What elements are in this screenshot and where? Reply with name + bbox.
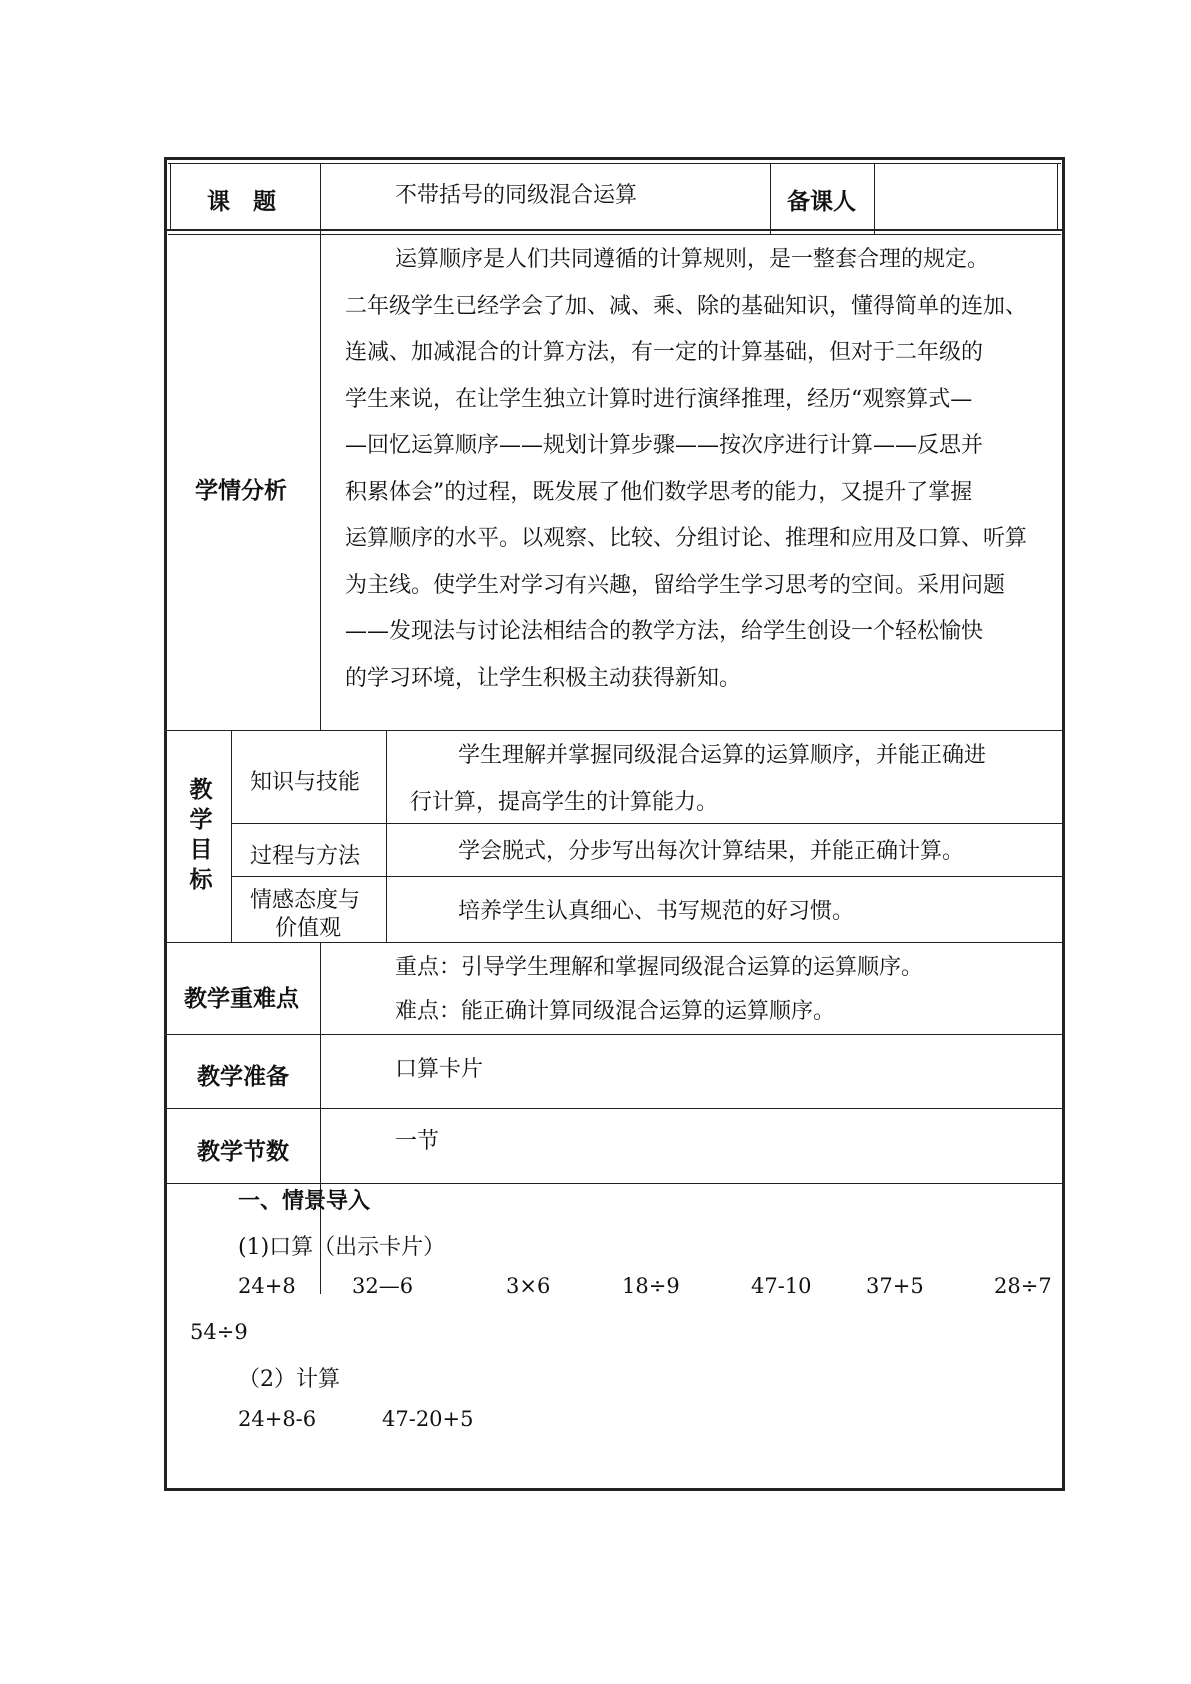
oral-item: 28÷7 <box>994 1274 1052 1298</box>
goals-line-2 <box>231 876 1065 877</box>
preparation-label: 教学准备 <box>197 1064 289 1090</box>
analysis-divider <box>320 234 321 730</box>
header-divider-1 <box>320 163 321 234</box>
goals-line-1 <box>231 823 1065 824</box>
analysis-line: ——发现法与讨论法相结合的教学方法，给学生创设一个轻松愉快 <box>345 619 984 644</box>
emotion-text: 培养学生认真细心、书写规范的好习惯。 <box>458 899 855 924</box>
calc-item: 47-20+5 <box>382 1407 474 1431</box>
key-points-label: 教学重难点 <box>184 986 299 1012</box>
goals-label: 教 学 目 标 <box>189 777 213 893</box>
topic-value: 不带括号的同级混合运算 <box>395 183 638 208</box>
oral-item: 54÷9 <box>190 1320 248 1344</box>
analysis-line: 学生来说，在让学生独立计算时进行演绎推理，经历“观察算式— <box>345 386 973 412</box>
analysis-line: 二年级学生已经学会了加、减、乘、除的基础知识，懂得简单的连加、 <box>345 293 1028 319</box>
topic-label: 课 题 <box>207 189 276 215</box>
oral-item: 47-10 <box>751 1274 812 1298</box>
oral-item: 37+5 <box>866 1274 924 1298</box>
goals-divider-1 <box>231 730 232 942</box>
oral-item: 18÷9 <box>622 1274 680 1298</box>
header-bottom-inner-line <box>168 234 1061 235</box>
emotion-label-line: 价值观 <box>275 916 342 941</box>
knowledge-line: 行计算，提高学生的计算能力。 <box>410 790 719 815</box>
key-focus: 重点：引导学生理解和掌握同级混合运算的运算顺序。 <box>395 955 924 980</box>
emotion-label-line: 情感态度与 <box>250 888 361 913</box>
analysis-line: 的学习环境，让学生积极主动获得新知。 <box>345 665 742 691</box>
periods-label: 教学节数 <box>197 1139 289 1165</box>
analysis-line: —回忆运算顺序——规划计算步骤——按次序进行计算——反思并 <box>345 433 984 458</box>
header-inner-top-line <box>168 163 1061 164</box>
goals-bottom-line <box>164 942 1065 943</box>
header-divider-2 <box>770 163 771 234</box>
calc-item: 24+8-6 <box>238 1407 317 1431</box>
preparation-value: 口算卡片 <box>395 1057 484 1082</box>
header-bottom-line <box>164 229 1065 231</box>
knowledge-label: 知识与技能 <box>250 770 361 795</box>
oral-item: 32—6 <box>352 1274 414 1298</box>
analysis-label: 学情分析 <box>195 478 287 504</box>
preparer-label: 备课人 <box>787 189 856 215</box>
section-heading: 一、情景导入 <box>238 1189 371 1214</box>
analysis-line: 运算顺序的水平。以观察、比较、分组讨论、推理和应用及口算、听算 <box>345 526 1028 551</box>
header-divider-3 <box>874 163 875 234</box>
process-text: 学会脱式，分步写出每次计算结果，并能正确计算。 <box>458 839 965 864</box>
periods-value: 一节 <box>395 1129 440 1154</box>
analysis-paragraph <box>345 237 1053 702</box>
knowledge-line: 学生理解并掌握同级混合运算的运算顺序，并能正确进 <box>458 743 987 768</box>
header-inner-left-line <box>170 163 171 230</box>
key-difficulty: 难点：能正确计算同级混合运算的运算顺序。 <box>395 999 836 1024</box>
key-points-bottom-line <box>164 1034 1065 1035</box>
analysis-line: 积累体会”的过程，既发展了他们数学思考的能力，又提升了掌握 <box>345 479 973 505</box>
analysis-line: 运算顺序是人们共同遵循的计算规则，是一整套合理的规定。 <box>395 247 990 272</box>
process-label: 过程与方法 <box>250 844 361 869</box>
header-inner-right-line <box>1057 163 1058 230</box>
oral-title: (1)口算（出示卡片） <box>238 1235 446 1260</box>
oral-item: 24+8 <box>238 1274 296 1298</box>
preparation-bottom-line <box>164 1108 1065 1109</box>
analysis-line: 为主线。使学生对学习有兴趣，留给学生学习思考的空间。采用问题 <box>345 572 1006 598</box>
analysis-line: 连减、加减混合的计算方法，有一定的计算基础，但对于二年级的 <box>345 340 984 365</box>
oral-item: 3×6 <box>506 1274 551 1298</box>
goals-divider-2 <box>386 730 387 942</box>
calc-title: （2）计算 <box>238 1367 340 1392</box>
analysis-bottom-line <box>164 730 1065 731</box>
